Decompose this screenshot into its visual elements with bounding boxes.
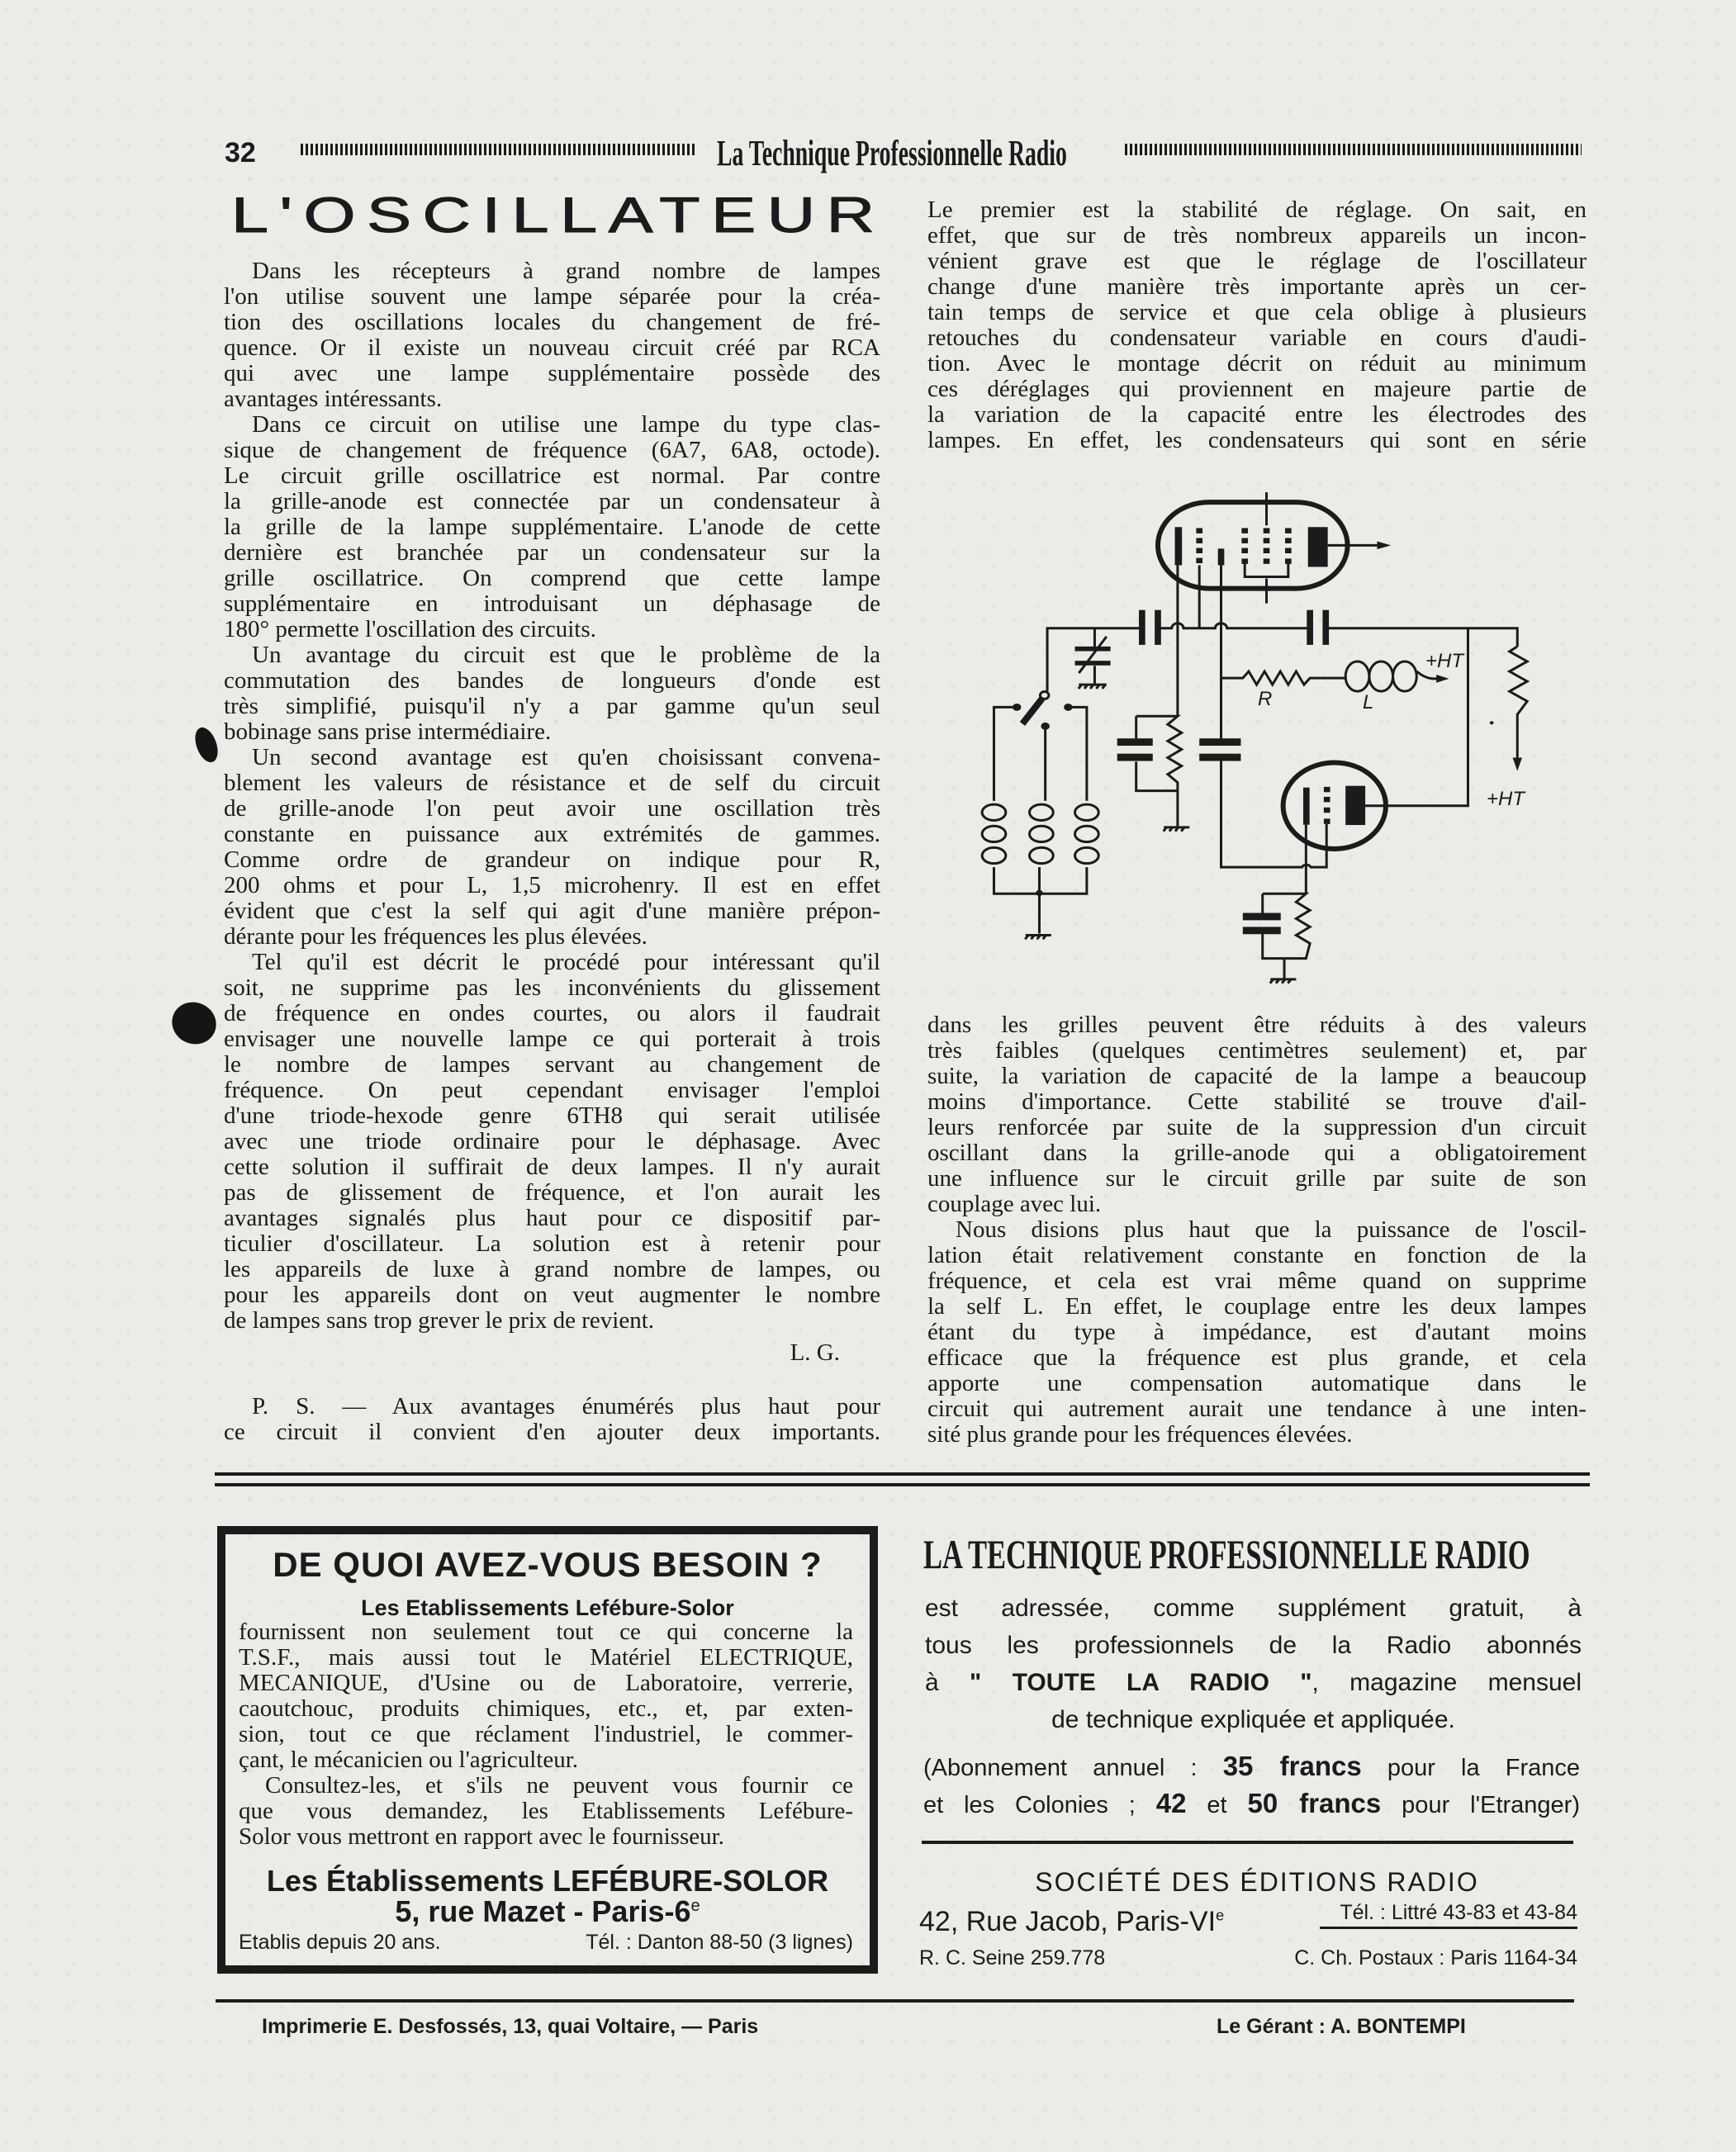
publisher-phone: Tél. : Littré 43-83 et 43-84 [1320,1901,1577,1929]
feedback-capacitor-plate [1322,610,1329,645]
text-line: sique de changement de fréquence (6A7, 6A8, octode). [224,437,880,463]
text-line: circuit qui autrement aurait une tendance à une inten- [927,1396,1587,1422]
text-line: sité plus grande pour les fréquences élevées. [927,1421,1353,1448]
text-line: le nombre de lampes servant au changement de [224,1051,880,1078]
text-line: leurs renforcée par suite de la suppression d'un circuit [927,1114,1587,1140]
text-segment: pour l'Etranger) [1381,1792,1580,1818]
text-line: couplage avec lui. [927,1191,1102,1217]
text-line: oscillant dans la grille-anode qui a obligatoirement [927,1140,1587,1166]
bias-capacitor-plate [1117,754,1153,761]
text-line [923,1747,1580,1785]
ad-address [225,1894,870,1929]
switch-blade [1022,699,1042,724]
coil-wiring [994,707,1086,939]
page-number: 32 [225,137,256,168]
text-line: tion des oscillations locales du changement de fré- [224,309,880,335]
ad-address-suffix: e [690,1897,700,1915]
text-line: fréquence. On peut cependant envisager l'emploi [224,1077,880,1103]
coil-right [1075,804,1099,864]
text-line: lampes. En effet, les condensateurs qui sont en série [927,427,1587,453]
subscription-prices [923,1747,1580,1822]
header-ornament-right [1125,144,1582,155]
triode-bias-capacitor-plate [1243,913,1281,921]
switch-pivot [1040,692,1049,699]
inductor-l [1345,661,1416,691]
coil-left [982,804,1006,864]
cathode [1175,527,1183,565]
circuit-schematic [966,479,1586,999]
divider [922,1841,1573,1844]
triode-bias-network [1263,894,1310,983]
triode-grid [1324,787,1330,824]
text-line: tion. Avec le montage décrit on réduit au minimum [927,350,1587,377]
anode [1308,527,1328,566]
tube-leads [1178,565,1326,894]
ad-subhead: Les Etablissements Lefébure-Solor [361,1595,734,1620]
text-segment: est adressée, comme supplément gratuit, à [925,1595,1582,1622]
variable-capacitor [1079,628,1107,689]
grille-anode-capacitor-plate [1199,754,1240,761]
text-line [925,1590,1582,1627]
text-line: ce circuit il convient d'en ajouter deux importants. [224,1419,880,1445]
ad-company: Les Établissements LEFÉBURE-SOLOR [266,1864,829,1898]
text-line: effet, que sur de très nombreux appareils un incon- [927,222,1587,249]
text-line: Consultez-les, et s'ils ne peuvent vous fournir ce [265,1772,853,1799]
text-line: constante en puissance aux extrémités de gammes. [224,821,880,847]
text-line: la grille-anode est connectée par un condensateur à [224,488,880,514]
label-l: L [1363,691,1374,713]
text-line: retouches du condensateur variable en cours d'audi- [927,325,1587,351]
ad-address-text: 5, rue Mazet - Paris-6 [395,1894,691,1928]
ad-body [239,1619,853,1850]
text-line: dérante pour les fréquences les plus élevées. [224,923,647,950]
text-line [925,1664,1582,1701]
text-line: Le circuit grille oscillatrice est normal. Par contre [224,462,880,489]
text-line: MECANIQUE, d'Usine ou de Laboratoire, verrerie, [239,1670,853,1696]
text-line: sion, tout ce que réclament l'industriel, le commer- [239,1721,853,1747]
text-line [925,1627,1582,1664]
text-segment: tous les professionnels de la Radio abonnés [925,1632,1582,1659]
text-line: Tel qu'il est décrit le procédé pour intéressant qu'il [252,949,880,975]
text-line [923,1785,1580,1822]
junction-dot [1036,890,1043,896]
coupling-capacitor-plate [1155,610,1161,645]
text-line: une influence sur le circuit grille par suite de son [927,1165,1587,1192]
text-line: avantages intéressants. [224,386,443,412]
arrow-icon [1436,675,1449,683]
text-line: apporte une compensation automatique dans le [927,1370,1587,1396]
publisher-address-suffix: e [1216,1907,1225,1924]
postscript [224,1394,880,1445]
article-right-column-top [927,197,1587,453]
triode-bias-capacitor-plate [1243,927,1281,934]
text-line: commutation des bandes de longueurs d'onde est [224,667,880,694]
text-segment: pour la France [1361,1755,1580,1781]
footer-manager: Le Gérant : A. BONTEMPI [1217,2015,1466,2038]
text-line: de grille-anode l'on peut avoir une oscillation très [224,795,880,822]
text-line: avantages signalés plus haut pour ce dispositif par- [224,1205,880,1231]
text-line: évident que c'est la self qui agit d'une manière prépon- [224,898,880,924]
text-line: quence. Or il existe un nouveau circuit créé par RCA [224,334,880,361]
text-segment: et les Colonies ; [923,1792,1156,1818]
text-line: efficace que la fréquence est plus grande, et cela [927,1344,1587,1371]
text-line: 180° permette l'oscillation des circuits. [224,616,596,642]
text-line: pour les appareils dont on veut augmenter le nombre [224,1282,880,1308]
text-line: Nous disions plus haut que la puissance de l'oscil- [956,1216,1587,1243]
text-line: la grille de la lampe supplémentaire. L'anode de cette [224,514,880,540]
variable-capacitor-plate [1075,661,1111,666]
text-line: moins d'importance. Cette stabilité se trouve d'ail- [927,1088,1587,1115]
header-ornament-left [301,144,695,155]
article-title: L'OSCILLATEUR [231,187,886,243]
text-segment: (Abonnement annuel : [923,1755,1223,1781]
oscillator-circuit-diagram [966,479,1586,999]
text-line: fréquence, et cela est vrai même quand on supprime [927,1268,1587,1294]
text-line [925,1701,1582,1738]
ad-established: Etablis depuis 20 ans. [239,1931,441,1954]
bold-text: 42 [1155,1788,1187,1818]
section-divider [215,1483,1590,1486]
coil-middle [1030,804,1054,864]
running-title: La Technique Professionnelle Radio [717,133,1067,173]
article-left-column [224,258,880,1334]
text-line: envisager une nouvelle lampe ce qui porterait à trois [224,1026,880,1052]
text-line: Le premier est la stabilité de réglage. On sait, en [927,197,1587,223]
label-ht-1: +HT [1425,650,1464,672]
text-segment: et [1186,1792,1248,1818]
grille-anode [1218,548,1225,565]
publisher-registry: R. C. Seine 259.778 [919,1946,1106,1970]
subscription-description [925,1590,1582,1738]
text-line: caoutchouc, produits chimiques, etc., et, par exten- [239,1695,853,1722]
text-line: T.S.F., mais aussi tout le Matériel ELECTRIQUE, [239,1644,853,1671]
bold-text: 35 francs [1222,1751,1362,1781]
bold-text: " TOUTE LA RADIO " [970,1669,1312,1696]
grid-dots [1196,528,1291,563]
dot [1490,721,1494,724]
triode-cathode [1303,788,1310,825]
text-line: étant du type à impédance, est d'autant moins [927,1319,1587,1345]
text-line: dans les grilles peuvent être réduits à des valeurs [927,1012,1587,1038]
bias-capacitor-plate [1117,738,1153,746]
publisher-address-text: 42, Rue Jacob, Paris-VI [919,1906,1217,1937]
text-line: très simplifié, puisqu'il n'y a par gamme qu'un seul [224,693,880,719]
text-segment: à [925,1669,970,1696]
text-line: l'on utilise souvent une lampe séparée pour la créa- [224,283,880,310]
text-line: fournissent non seulement tout ce qui concerne la [239,1619,853,1645]
footer-printer: Imprimerie E. Desfossés, 13, quai Voltaire, — Paris [262,2015,759,2038]
text-line: qui avec une lampe supplémentaire possède des [224,360,880,386]
text-line: bobinage sans prise intermédiaire. [224,718,552,745]
text-line: de lampes sans trop grever le prix de revient. [224,1307,655,1334]
text-segment: , magazine mensuel [1311,1669,1582,1696]
text-line: P. S. — Aux avantages énumérés plus haut pour [252,1393,880,1420]
ad-headline: DE QUOI AVEZ-VOUS BESOIN ? [273,1545,823,1584]
text-line: Dans ce circuit on utilise une lampe du type clas- [252,411,880,438]
ad-footer [239,1931,853,1955]
ink-blot [165,995,223,1051]
text-line: ticulier d'oscillateur. La solution est à retenir pour [224,1230,880,1257]
label-r: R [1258,688,1273,710]
text-line: Un avantage du circuit est que le problème de la [252,642,880,668]
text-line: suite, la variation de capacité de la lampe a beaucoup [927,1063,1587,1089]
advertisement-lefebure-solor [217,1526,878,1974]
text-line: cette solution il suffirait de deux lampes. Il n'y aurait [224,1154,880,1180]
text-line: la self L. En effet, le couplage entre les deux lampes [927,1293,1587,1320]
text-line: vénient grave est que le réglage de l'oscillateur [927,248,1587,274]
text-line: blement les valeurs de résistance et de self du circuit [224,770,880,796]
article-right-column-bottom [927,1012,1587,1448]
text-line: d'une triode-hexode genre 6TH8 qui serait utilisée [224,1102,880,1129]
triode-anode [1345,786,1365,825]
text-line: çant, le mécanicien ou l'agriculteur. [239,1747,579,1773]
variable-capacitor-plate [1075,647,1111,652]
text-line: dernière est branchée par un condensateur sur la [224,539,880,566]
text-line: supplémentaire en introduisant un déphasage de [224,590,880,617]
text-line: très faibles (quelques centimètres seulement) et, par [927,1037,1587,1064]
section-divider [215,1472,1590,1476]
text-line: Solor vous mettront en rapport avec le fournisseur. [239,1823,724,1850]
grille-anode-capacitor [1199,738,1240,746]
footer-divider [216,1999,1574,2003]
text-line: pas de glissement de fréquence, et l'on aurait les [224,1179,880,1206]
publisher-name: SOCIÉTÉ DES ÉDITIONS RADIO [1035,1867,1479,1897]
author-signature: L. G. [790,1339,840,1366]
cathode-bias-network [1136,716,1190,831]
resistor-r [1221,671,1328,685]
text-line: Comme ordre de grandeur on indique pour R, [224,846,880,873]
text-line: de fréquence en ondes courtes, ou alors il faudrait [224,1000,880,1026]
bold-text: 50 francs [1247,1788,1382,1818]
text-line: la variation de la capacité entre les électrodes des [927,401,1587,428]
arrow-icon [1513,758,1522,771]
arrow-icon [1377,542,1391,550]
coupling-capacitor [1139,610,1145,645]
text-line: que vous demandez, les Etablissements Lefébure- [239,1798,853,1824]
text-line: soit, ne supprime pas les inconvénients du glissement [224,974,880,1001]
text-line: ces déréglages qui proviennent en majeure partie de [927,376,1587,402]
text-line: Un second avantage est qu'en choisissant convena- [252,744,880,770]
subscription-headline: LA TECHNIQUE PROFESSIONNELLE RADIO [923,1531,1530,1577]
text-line: grille oscillatrice. On comprend que cette lampe [224,565,880,591]
text-line: avec une triode ordinaire pour le déphasage. Avec [224,1128,880,1154]
ink-blot [191,724,222,766]
publisher-address [919,1906,1224,1938]
text-line: Dans les récepteurs à grand nombre de lampes [252,258,880,284]
text-segment: de technique expliquée et appliquée. [1051,1706,1455,1733]
text-line: tain temps de service et que cela oblige à plusieurs [927,299,1587,325]
label-ht-2: +HT [1487,788,1525,810]
text-line: lation était relativement constante en fonction de la [927,1242,1587,1268]
feedback-capacitor [1307,610,1313,645]
publisher-postal-account: C. Ch. Postaux : Paris 1164-34 [1294,1946,1577,1970]
ad-phone: Tél. : Danton 88-50 (3 lignes) [586,1931,853,1954]
text-line: 200 ohms et pour L, 1,5 microhenry. Il est en effet [224,872,880,898]
text-line: change d'une manière très importante après un cer- [927,273,1587,300]
text-line: les appareils de luxe à grand nombre de lampes, ou [224,1256,880,1282]
